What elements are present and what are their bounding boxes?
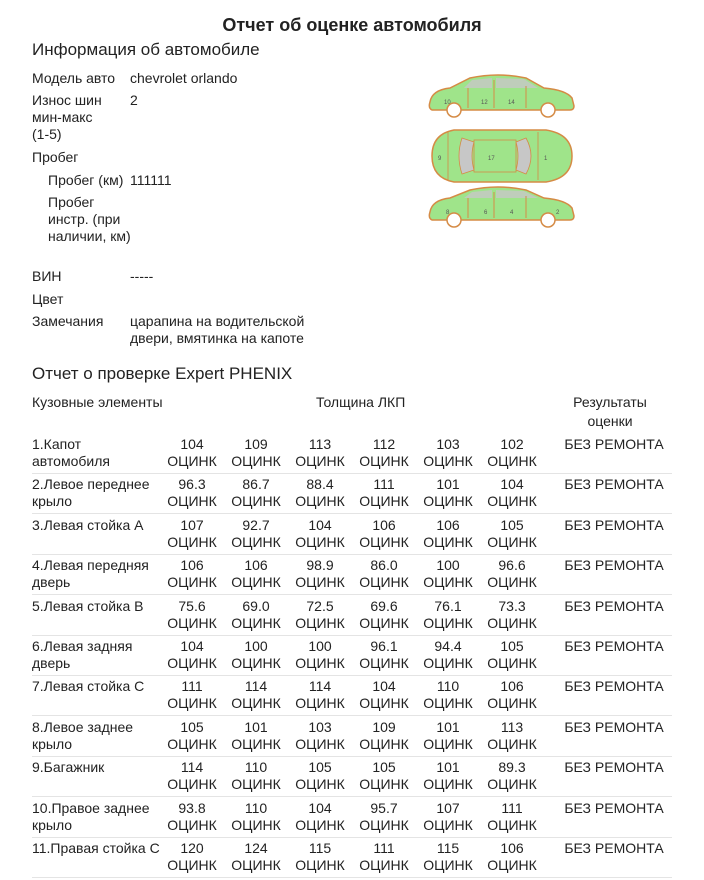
table-row bbox=[28, 676, 672, 716]
thickness-value: 104 bbox=[308, 799, 332, 816]
coating-type: ОЦИНК bbox=[359, 614, 409, 631]
thickness-value: 106 bbox=[436, 516, 460, 533]
notes-value: царапина на водительской двери, вмятинка на капоте bbox=[130, 313, 305, 346]
element-name: 3.Левая стойка А bbox=[32, 516, 144, 533]
coating-type: ОЦИНК bbox=[359, 857, 409, 873]
coating-type: ОЦИНК bbox=[295, 857, 345, 873]
coating-type: ОЦИНК bbox=[423, 493, 473, 510]
coating-type: ОЦИНК bbox=[167, 493, 217, 510]
element-name: 4.Левая передняя дверь bbox=[32, 557, 149, 591]
thickness-cell bbox=[418, 800, 478, 834]
thickness-cell bbox=[226, 759, 286, 793]
thickness-value: 96.6 bbox=[498, 557, 526, 574]
coating-type: ОЦИНК bbox=[295, 655, 345, 671]
thickness-cell bbox=[482, 638, 542, 672]
coating-type: ОЦИНК bbox=[423, 857, 473, 873]
zone-number: 6 bbox=[484, 210, 488, 216]
thickness-cell bbox=[482, 719, 542, 753]
thickness-cell bbox=[354, 800, 414, 834]
thickness-cell bbox=[162, 638, 222, 672]
coating-type: ОЦИНК bbox=[487, 695, 537, 712]
thickness-value: 113 bbox=[500, 718, 524, 735]
thickness-value: 112 bbox=[372, 436, 396, 452]
thickness-cell bbox=[226, 598, 286, 632]
thickness-cell bbox=[290, 678, 350, 712]
coating-type: ОЦИНК bbox=[167, 776, 217, 793]
thickness-value: 86.7 bbox=[242, 476, 270, 493]
car-side-view-left bbox=[429, 187, 574, 227]
coating-type: ОЦИНК bbox=[487, 614, 537, 631]
thickness-cell bbox=[290, 638, 350, 672]
table-row bbox=[28, 515, 672, 555]
coating-type: ОЦИНК bbox=[167, 857, 217, 873]
result-status: БЕЗ РЕМОНТА bbox=[564, 799, 664, 816]
thickness-cell bbox=[290, 840, 350, 874]
coating-type: ОЦИНК bbox=[167, 453, 217, 469]
thickness-cell bbox=[482, 436, 542, 470]
coating-type: ОЦИНК bbox=[423, 695, 473, 712]
thickness-cell bbox=[162, 678, 222, 712]
car-info-heading: Информация об автомобиле bbox=[32, 40, 260, 59]
thickness-cell bbox=[226, 557, 286, 591]
result-status: БЕЗ РЕМОНТА bbox=[564, 557, 664, 574]
result-status: БЕЗ РЕМОНТА bbox=[564, 516, 664, 533]
zone-number: 1 bbox=[544, 156, 548, 162]
thickness-cell bbox=[290, 557, 350, 591]
color-label: Цвет bbox=[32, 291, 64, 307]
result-status: БЕЗ РЕМОНТА bbox=[564, 436, 664, 452]
element-name: 5.Левая стойка В bbox=[32, 597, 144, 614]
tire-wear-label: Износ шин мин-макс (1-5) bbox=[32, 92, 102, 142]
thickness-cell bbox=[226, 719, 286, 753]
thickness-cell bbox=[290, 800, 350, 834]
coating-type: ОЦИНК bbox=[167, 574, 217, 591]
result-status: БЕЗ РЕМОНТА bbox=[564, 840, 664, 856]
element-name: 9.Багажник bbox=[32, 759, 105, 776]
thickness-cell bbox=[354, 678, 414, 712]
thickness-value: 95.7 bbox=[370, 799, 398, 816]
thickness-cell bbox=[482, 517, 542, 551]
thickness-value: 72.5 bbox=[306, 597, 334, 614]
coating-type: ОЦИНК bbox=[359, 493, 409, 510]
coating-type: ОЦИНК bbox=[167, 735, 217, 752]
thickness-value: 96.3 bbox=[178, 476, 206, 493]
thickness-value: 101 bbox=[436, 759, 460, 776]
thickness-value: 93.8 bbox=[178, 799, 206, 816]
coating-type: ОЦИНК bbox=[231, 695, 281, 712]
coating-type: ОЦИНК bbox=[295, 735, 345, 752]
coating-type: ОЦИНК bbox=[423, 614, 473, 631]
col-header-elements: Кузовные элементы bbox=[32, 394, 163, 410]
thickness-value: 73.3 bbox=[498, 597, 526, 614]
mileage-km-label: Пробег (км) bbox=[48, 172, 124, 188]
thickness-value: 111 bbox=[181, 678, 203, 695]
coating-type: ОЦИНК bbox=[295, 453, 345, 469]
element-name: 11.Правая стойка С bbox=[32, 840, 160, 856]
thickness-cell bbox=[482, 557, 542, 591]
mileage-instrument-label: Пробег инстр. (при наличии, км) bbox=[48, 194, 131, 244]
thickness-cell bbox=[418, 476, 478, 510]
coating-type: ОЦИНК bbox=[167, 614, 217, 631]
thickness-cell bbox=[290, 759, 350, 793]
thickness-cell bbox=[418, 598, 478, 632]
coating-type: ОЦИНК bbox=[487, 655, 537, 671]
thickness-value: 124 bbox=[244, 840, 268, 856]
thickness-cell bbox=[482, 759, 542, 793]
coating-type: ОЦИНК bbox=[231, 493, 281, 510]
coating-type: ОЦИНК bbox=[295, 533, 345, 550]
thickness-cell bbox=[290, 719, 350, 753]
thickness-value: 106 bbox=[372, 516, 396, 533]
thickness-value: 114 bbox=[244, 678, 268, 695]
result-status: БЕЗ РЕМОНТА bbox=[564, 476, 664, 493]
zone-number: 8 bbox=[446, 210, 450, 216]
table-row bbox=[28, 434, 672, 474]
zone-number: 10 bbox=[444, 100, 451, 106]
thickness-cell bbox=[162, 719, 222, 753]
zone-number: 4 bbox=[510, 210, 514, 216]
coating-type: ОЦИНК bbox=[295, 695, 345, 712]
row-divider bbox=[32, 877, 672, 878]
thickness-cell bbox=[418, 436, 478, 470]
thickness-cell bbox=[290, 476, 350, 510]
thickness-cell bbox=[162, 759, 222, 793]
thickness-cell bbox=[418, 759, 478, 793]
page-title: Отчет об оценке автомобиля bbox=[222, 15, 482, 35]
coating-type: ОЦИНК bbox=[487, 574, 537, 591]
thickness-cell bbox=[482, 840, 542, 874]
thickness-value: 101 bbox=[244, 718, 268, 735]
thickness-cell bbox=[226, 800, 286, 834]
thickness-value: 69.0 bbox=[242, 597, 270, 614]
thickness-cell bbox=[226, 840, 286, 874]
coating-type: ОЦИНК bbox=[167, 533, 217, 550]
notes-label: Замечания bbox=[32, 313, 104, 329]
thickness-cell bbox=[162, 436, 222, 470]
coating-type: ОЦИНК bbox=[487, 493, 537, 510]
table-row bbox=[28, 474, 672, 514]
coating-type: ОЦИНК bbox=[359, 655, 409, 671]
thickness-cell bbox=[354, 598, 414, 632]
table-row bbox=[28, 798, 672, 838]
thickness-cell bbox=[354, 476, 414, 510]
thickness-cell bbox=[162, 800, 222, 834]
coating-type: ОЦИНК bbox=[231, 857, 281, 873]
table-row bbox=[28, 555, 672, 595]
thickness-value: 104 bbox=[180, 638, 204, 654]
thickness-value: 103 bbox=[436, 436, 460, 452]
thickness-value: 106 bbox=[500, 678, 524, 695]
coating-type: ОЦИНК bbox=[423, 776, 473, 793]
result-status: БЕЗ РЕМОНТА bbox=[564, 678, 664, 695]
thickness-value: 102 bbox=[500, 436, 524, 452]
element-name: 10.Правое заднее крыло bbox=[32, 799, 150, 833]
thickness-cell bbox=[354, 557, 414, 591]
thickness-value: 109 bbox=[372, 718, 396, 735]
thickness-cell bbox=[418, 678, 478, 712]
thickness-value: 110 bbox=[436, 678, 460, 695]
coating-type: ОЦИНК bbox=[295, 776, 345, 793]
mileage-km-value: 111111 bbox=[130, 172, 172, 188]
thickness-value: 114 bbox=[180, 759, 204, 776]
thickness-cell bbox=[354, 436, 414, 470]
table-row bbox=[28, 717, 672, 757]
mileage-label: Пробег bbox=[32, 149, 79, 165]
vin-label: ВИН bbox=[32, 268, 62, 284]
thickness-cell bbox=[482, 476, 542, 510]
thickness-value: 92.7 bbox=[242, 516, 270, 533]
model-value: chevrolet orlando bbox=[130, 70, 238, 86]
thickness-value: 75.6 bbox=[178, 597, 206, 614]
thickness-value: 109 bbox=[244, 436, 268, 452]
coating-type: ОЦИНК bbox=[359, 453, 409, 469]
coating-type: ОЦИНК bbox=[487, 857, 537, 873]
coating-type: ОЦИНК bbox=[359, 776, 409, 793]
result-status: БЕЗ РЕМОНТА bbox=[564, 718, 664, 735]
thickness-value: 105 bbox=[500, 638, 524, 654]
model-label: Модель авто bbox=[32, 70, 116, 86]
thickness-value: 106 bbox=[244, 557, 268, 574]
thickness-value: 113 bbox=[308, 436, 332, 452]
inspection-heading: Отчет о проверке Expert PHENIX bbox=[32, 364, 293, 383]
thickness-cell bbox=[418, 557, 478, 591]
zone-number: 17 bbox=[488, 156, 495, 162]
coating-type: ОЦИНК bbox=[231, 533, 281, 550]
thickness-cell bbox=[290, 517, 350, 551]
car-top-view bbox=[432, 130, 572, 182]
thickness-cell bbox=[354, 840, 414, 874]
coating-type: ОЦИНК bbox=[423, 655, 473, 671]
element-name: 7.Левая стойка С bbox=[32, 678, 145, 695]
table-row bbox=[28, 838, 672, 878]
thickness-cell bbox=[354, 719, 414, 753]
thickness-cell bbox=[290, 598, 350, 632]
coating-type: ОЦИНК bbox=[423, 574, 473, 591]
col-header-thickness: Толщина ЛКП bbox=[316, 394, 406, 410]
thickness-cell bbox=[482, 598, 542, 632]
thickness-cell bbox=[418, 638, 478, 672]
coating-type: ОЦИНК bbox=[359, 533, 409, 550]
coating-type: ОЦИНК bbox=[487, 533, 537, 550]
thickness-value: 114 bbox=[308, 678, 332, 695]
thickness-value: 98.9 bbox=[306, 557, 334, 574]
thickness-cell bbox=[418, 840, 478, 874]
thickness-value: 105 bbox=[308, 759, 332, 776]
col-header-result: Результаты оценки bbox=[573, 394, 647, 429]
thickness-value: 111 bbox=[501, 799, 523, 816]
coating-type: ОЦИНК bbox=[231, 816, 281, 833]
thickness-value: 105 bbox=[500, 516, 524, 533]
thickness-value: 86.0 bbox=[370, 557, 398, 574]
coating-type: ОЦИНК bbox=[359, 735, 409, 752]
thickness-cell bbox=[226, 436, 286, 470]
zone-number: 2 bbox=[556, 210, 560, 216]
coating-type: ОЦИНК bbox=[295, 493, 345, 510]
table-row bbox=[28, 757, 672, 797]
coating-type: ОЦИНК bbox=[359, 695, 409, 712]
thickness-value: 111 bbox=[373, 476, 395, 493]
coating-type: ОЦИНК bbox=[423, 453, 473, 469]
thickness-value: 115 bbox=[308, 840, 332, 856]
thickness-value: 88.4 bbox=[306, 476, 334, 493]
thickness-cell bbox=[162, 476, 222, 510]
table-row bbox=[28, 596, 672, 636]
thickness-value: 100 bbox=[308, 638, 332, 654]
zone-number: 9 bbox=[438, 156, 442, 162]
thickness-value: 101 bbox=[436, 476, 460, 493]
coating-type: ОЦИНК bbox=[423, 816, 473, 833]
thickness-cell bbox=[162, 517, 222, 551]
thickness-cell bbox=[162, 840, 222, 874]
thickness-value: 76.1 bbox=[434, 597, 462, 614]
thickness-value: 100 bbox=[244, 638, 268, 654]
vin-value: ----- bbox=[130, 268, 154, 284]
car-side-view-right bbox=[429, 75, 574, 117]
thickness-value: 107 bbox=[180, 516, 204, 533]
thickness-cell bbox=[226, 476, 286, 510]
coating-type: ОЦИНК bbox=[423, 533, 473, 550]
coating-type: ОЦИНК bbox=[359, 574, 409, 591]
thickness-value: 104 bbox=[180, 436, 204, 452]
coating-type: ОЦИНК bbox=[231, 574, 281, 591]
coating-type: ОЦИНК bbox=[487, 776, 537, 793]
thickness-cell bbox=[162, 557, 222, 591]
thickness-value: 101 bbox=[436, 718, 460, 735]
thickness-value: 94.4 bbox=[434, 638, 462, 654]
result-status: БЕЗ РЕМОНТА bbox=[564, 638, 664, 654]
thickness-cell bbox=[418, 517, 478, 551]
thickness-cell bbox=[226, 678, 286, 712]
thickness-cell bbox=[290, 436, 350, 470]
element-name: 1.Капот автомобиля bbox=[32, 436, 110, 469]
thickness-value: 105 bbox=[372, 759, 396, 776]
coating-type: ОЦИНК bbox=[487, 816, 537, 833]
table-row bbox=[28, 636, 672, 676]
thickness-value: 100 bbox=[436, 557, 460, 574]
thickness-value: 106 bbox=[180, 557, 204, 574]
element-name: 8.Левое заднее крыло bbox=[32, 718, 134, 752]
coating-type: ОЦИНК bbox=[295, 574, 345, 591]
coating-type: ОЦИНК bbox=[231, 453, 281, 469]
coating-type: ОЦИНК bbox=[167, 816, 217, 833]
coating-type: ОЦИНК bbox=[231, 776, 281, 793]
thickness-value: 110 bbox=[244, 799, 268, 816]
thickness-value: 106 bbox=[500, 840, 524, 856]
tire-wear-value: 2 bbox=[130, 92, 138, 108]
coating-type: ОЦИНК bbox=[167, 655, 217, 671]
thickness-value: 96.1 bbox=[370, 638, 398, 654]
thickness-value: 69.6 bbox=[370, 597, 398, 614]
result-status: БЕЗ РЕМОНТА bbox=[564, 597, 664, 614]
thickness-value: 103 bbox=[308, 718, 332, 735]
zone-number: 12 bbox=[481, 100, 488, 106]
coating-type: ОЦИНК bbox=[231, 655, 281, 671]
thickness-value: 120 bbox=[180, 840, 204, 856]
thickness-value: 104 bbox=[500, 476, 524, 493]
thickness-cell bbox=[418, 719, 478, 753]
coating-type: ОЦИНК bbox=[359, 816, 409, 833]
thickness-cell bbox=[162, 598, 222, 632]
coating-type: ОЦИНК bbox=[295, 816, 345, 833]
thickness-cell bbox=[354, 759, 414, 793]
coating-type: ОЦИНК bbox=[423, 735, 473, 752]
thickness-value: 111 bbox=[373, 840, 395, 856]
thickness-cell bbox=[482, 800, 542, 834]
car-damage-diagram bbox=[426, 72, 578, 238]
coating-type: ОЦИНК bbox=[167, 695, 217, 712]
coating-type: ОЦИНК bbox=[295, 614, 345, 631]
thickness-cell bbox=[226, 638, 286, 672]
thickness-value: 89.3 bbox=[498, 759, 526, 776]
coating-type: ОЦИНК bbox=[231, 735, 281, 752]
element-name: 6.Левая задняя дверь bbox=[32, 638, 133, 671]
coating-type: ОЦИНК bbox=[487, 453, 537, 469]
thickness-value: 110 bbox=[244, 759, 268, 776]
coating-type: ОЦИНК bbox=[231, 614, 281, 631]
result-status: БЕЗ РЕМОНТА bbox=[564, 759, 664, 776]
zone-number: 14 bbox=[508, 100, 515, 106]
thickness-cell bbox=[226, 517, 286, 551]
coating-type: ОЦИНК bbox=[487, 735, 537, 752]
thickness-value: 105 bbox=[180, 718, 204, 735]
thickness-value: 107 bbox=[436, 799, 460, 816]
thickness-cell bbox=[354, 638, 414, 672]
thickness-cell bbox=[354, 517, 414, 551]
thickness-value: 115 bbox=[436, 840, 460, 856]
thickness-value: 104 bbox=[308, 516, 332, 533]
thickness-value: 104 bbox=[372, 678, 396, 695]
element-name: 2.Левое переднее крыло bbox=[32, 476, 150, 510]
thickness-cell bbox=[482, 678, 542, 712]
